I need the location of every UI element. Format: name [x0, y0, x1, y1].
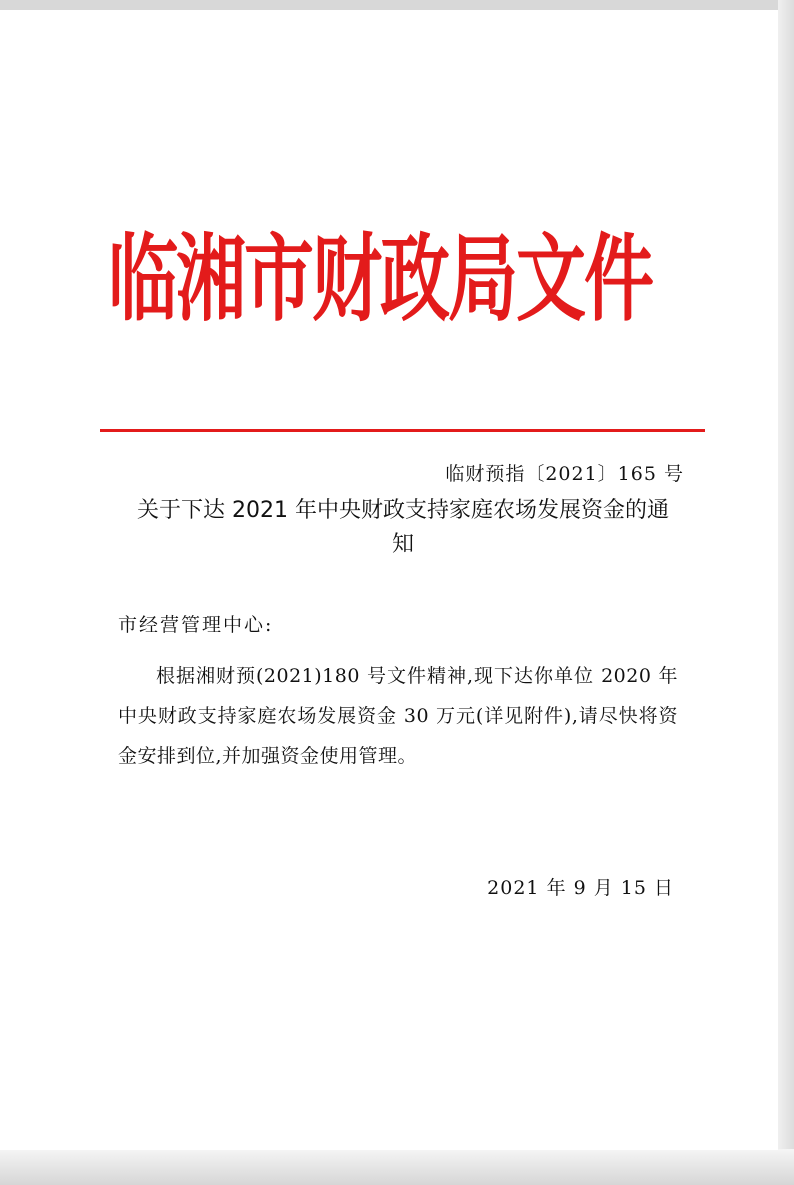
- red-header-rule: [100, 429, 705, 432]
- addressee: 市经营管理中心:: [118, 614, 274, 636]
- scan-edge-top: [0, 0, 794, 10]
- body-paragraph: 根据湘财预(2021)180 号文件精神,现下达你单位 2020 年中央财政支持家庭农场发展资金 30 万元(详见附件),请尽快将资金安排到位,并加强资金使用管理。: [118, 665, 678, 767]
- scan-edge-bottom: [0, 1149, 794, 1185]
- issue-date: 2021 年 9 月 15 日: [487, 877, 674, 899]
- scan-edge-right: [778, 0, 794, 1185]
- document-page: [0, 10, 778, 1150]
- document-number: 临财预指〔2021〕165 号: [445, 463, 684, 485]
- issuer-header-title: 临湘市财政局文件: [108, 223, 652, 335]
- notice-title: 关于下达 2021 年中央财政支持家庭农场发展资金的通知: [137, 498, 669, 557]
